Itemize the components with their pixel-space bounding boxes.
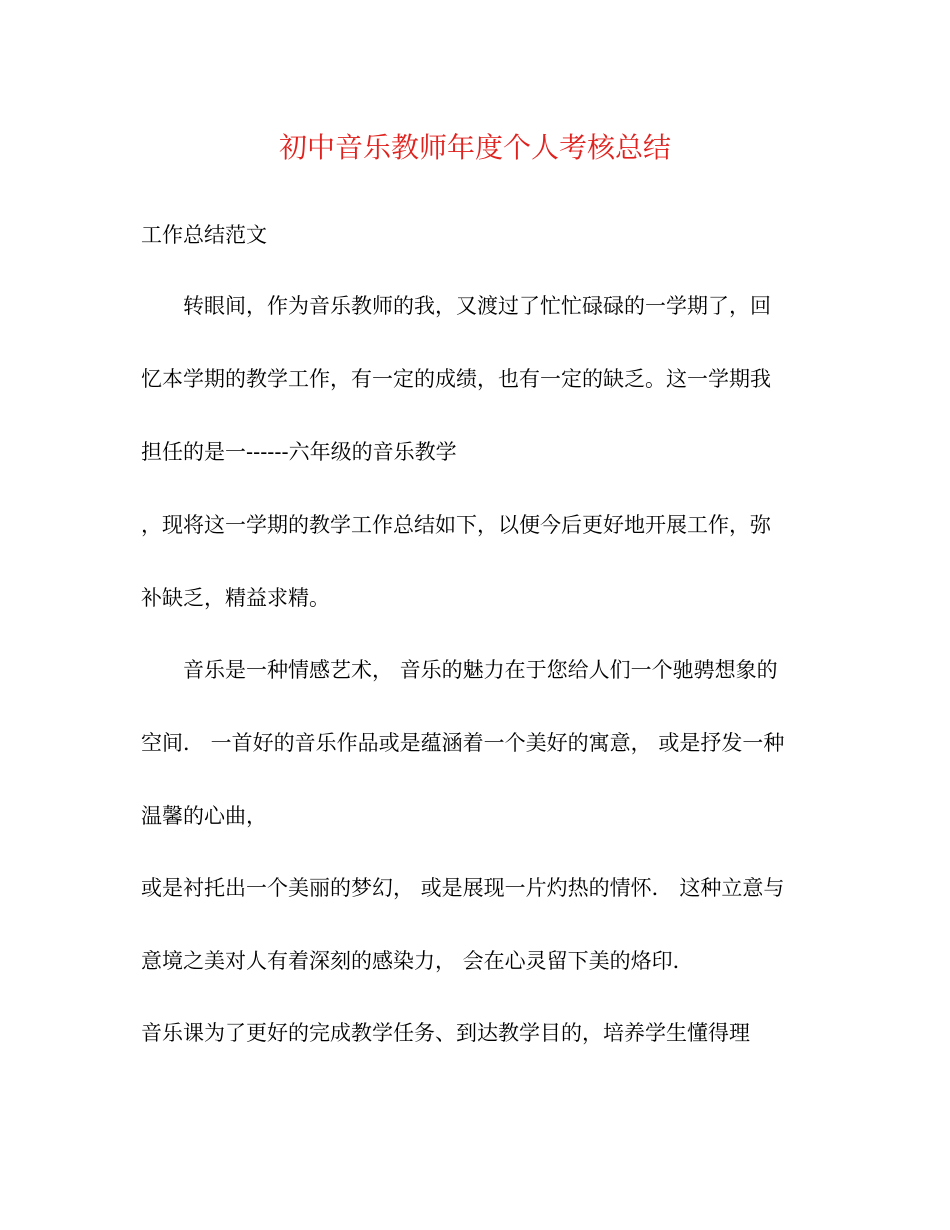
paragraph-line: 空间． 一首好的音乐作品或是蕴涵着一个美好的寓意， 或是抒发一种	[141, 731, 785, 755]
paragraph-line: ，现将这一学期的教学工作总结如下，以便今后更好地开展工作，弥	[141, 513, 771, 537]
paragraph-line: 温馨的心曲，	[141, 804, 267, 828]
paragraph-line: 忆本学期的教学工作，有一定的成绩，也有一定的缺乏。这一学期我	[141, 367, 771, 391]
subtitle-line: 工作总结范文	[141, 223, 267, 247]
paragraph-line: 音乐课为了更好的完成教学任务、到达教学目的，培养学生懂得理	[141, 1021, 750, 1045]
document-title: 初中音乐教师年度个人考核总结	[278, 131, 671, 164]
paragraph-line: 补缺乏，精益求精。	[141, 586, 330, 610]
paragraph-line: 或是衬托出一个美丽的梦幻， 或是展现一片灼热的情怀． 这种立意与	[141, 876, 785, 900]
paragraph-line: 音乐是一种情感艺术， 音乐的魅力在于您给人们一个驰骋想象的	[183, 658, 778, 682]
paragraph-line: 担任的是一------六年级的音乐教学	[141, 440, 457, 464]
paragraph-line: 意境之美对人有着深刻的感染力， 会在心灵留下美的烙印．	[141, 949, 694, 973]
paragraph-line: 转眼间，作为音乐教师的我，又渡过了忙忙碌碌的一学期了，回	[183, 294, 771, 318]
